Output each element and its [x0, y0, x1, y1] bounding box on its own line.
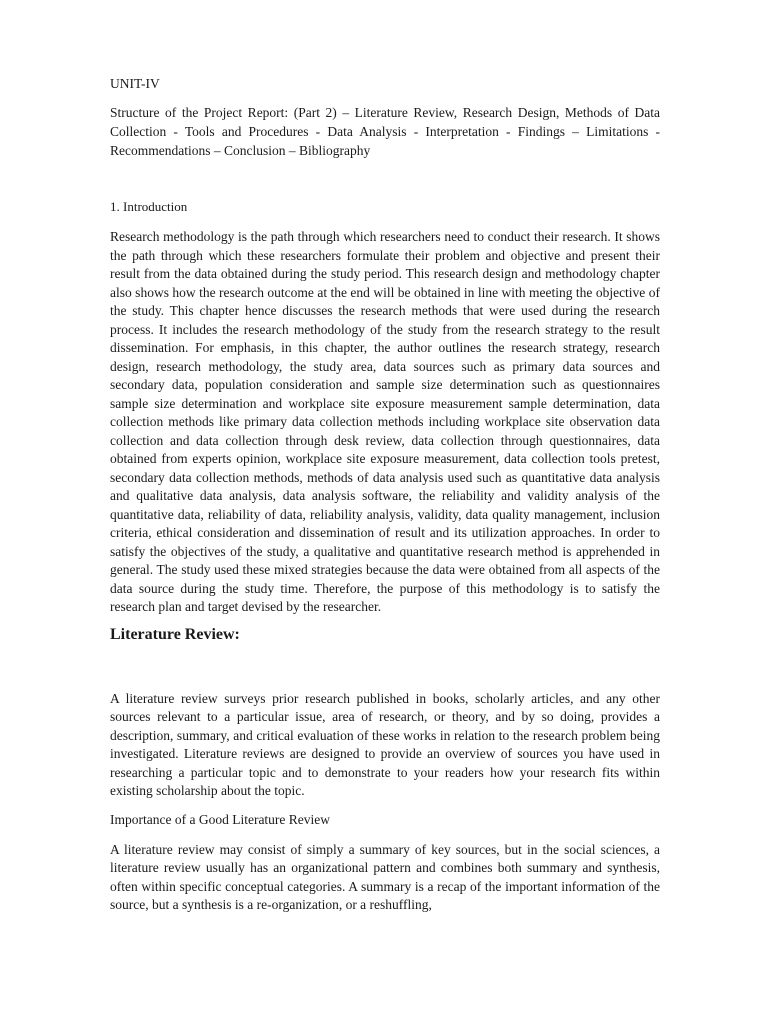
literature-review-heading: Literature Review: — [110, 625, 240, 643]
importance-paragraph: A literature review may consist of simply a summary of key sources, but in the social sciences, a literature review usually has an organizational pattern and combines both summary and synthesis, often within specific conceptual categories. A summary is a recap of the important information of the source, but a synthesis is a re-organization, or a reshuffling, — [110, 841, 660, 912]
importance-heading: Importance of a Good Literature Review — [110, 811, 331, 827]
structure-summary: Structure of the Project Report: (Part 2) – Literature Review, Research Design, Methods of Data Collection - Tools and Procedures - Data Analysis - Interpretation - Findings – Limitations -Recommendations – Conclusion – Bibliography — [110, 105, 660, 158]
introduction-heading: 1. Introduction — [110, 199, 188, 214]
unit-title: UNIT-IV — [110, 76, 160, 91]
literature-review-paragraph: A literature review surveys prior research published in books, scholarly articles, and any other sources relevant to a particular issue, area of research, or theory, and by so doing, provides a description, summary, and critical evaluation of these works in relation to the research problem being investigated. Literature reviews are designed to provide an overview of sources you have used in researching a particular topic and to demonstrate to your readers how your research fits within existing scholarship about the topic. — [110, 690, 660, 798]
introduction-paragraph: Research methodology is the path through which researchers need to conduct their research. It shows the path through which these researchers formulate their problem and objective and present their result from the data obtained during the study period. This research design and methodology chapter also shows how the research outcome at the end will be obtained in line with meeting the objective of the study. This chapter hence discusses the research methods that were used during the research process. It includes the research methodology of the study from the research strategy to the result dissemination. For emphasis, in this chapter, the author outlines the research strategy, research design, research methodology, the study area, data sources such as primary data sources and secondary data, population consideration and sample size determination such as questionnaires sample size determination and workplace site exposure measurement sample determination, data collection methods like primary data collection methods including workplace site observation data collection and data collection through desk review, data collection through questionnaires, data obtained from experts opinion, workplace site exposure measurement, data collection tools pretest, secondary data collection methods, methods of data analysis used such as quantitative data analysis and qualitative data analysis, data analysis software, the reliability and validity analysis of the quantitative data, reliability of data, reliability analysis, validity, data quality management, inclusion criteria, ethical consideration and dissemination of result and its utilization approaches. In order to satisfy the objectives of the study, a qualitative and quantitative research method is apprehended in general. The study used these mixed strategies because the data were obtained from all aspects of the data source during the study time. Therefore, the purpose of this methodology is to satisfy the research plan and target devised by the researcher. — [110, 229, 660, 614]
